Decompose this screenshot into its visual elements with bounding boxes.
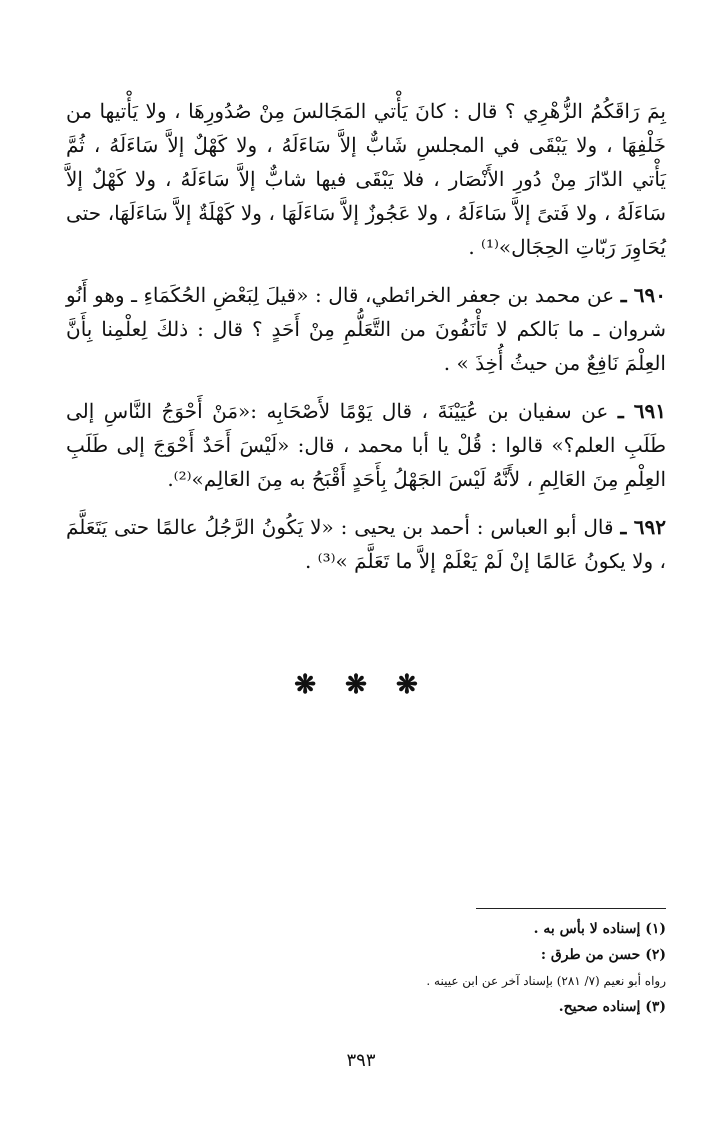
page-number: ٣٩٣ — [346, 1050, 376, 1071]
paragraph-text: عن سفيان بن عُيَيْنَةَ ، قال يَوْمًا لأَصْحَابِه :«مَنْ أَحْوَجُ النَّاسِ إلى طَلَبِ العلم؟» قالوا : قُلْ يا أبا محمد ، قال: «لَيْسَ أَحَدٌ أَحْوَجَ إلى طَلَبِ العِلْمِ مِنَ العَالِمِ ، لأَنَّهُ لَيْسَ الجَهْلُ بِأَحَدٍ أَقْبَحُ به مِنَ العَالِم»⁽²⁾. — [66, 399, 666, 491]
paragraph — [66, 94, 666, 264]
paragraph-number: ٦٩١ ـ — [617, 399, 666, 423]
paragraph — [66, 278, 666, 380]
footnote-divider — [476, 908, 666, 909]
footnote-detail: رواه أبو نعيم (٧/ ٢٨١) بإسناد آخر عن ابن عيينه . — [426, 974, 666, 988]
footnotes — [300, 916, 666, 1020]
paragraph-text: عن محمد بن جعفر الخرائطي، قال : «قيلَ لِبَعْضِ الحُكَمَاءِ ـ وهو أَنُو شروان ـ ما بَالكم لا تَأْنَفُونَ من التَّعَلُّمِ مِنْ أَحَدٍ ؟ قال : ذلكَ لِعلْمِنا بِأَنَّ العِلْمَ نَافِعٌ من حيثُ أُخِذَ » . — [66, 283, 666, 375]
footnote: (٣) إسناده صحيح. — [558, 999, 666, 1015]
paragraph-text: بِمَ رَاقَكُمُ الزُّهْرِي ؟ قال : كانَ يَأْتي المَجَالسَ مِنْ صُدُورِهَا ، ولا يَأْتيها من خَلْفِهَا ، ولا يَبْقَى في المجلسِ شَابٌّ إلاَّ سَاءَلَهُ ، ولا كَهْلٌ إلاَّ سَاءَلَهُ ، ثُمَّ يَأْتي الدّارَ مِنْ دُورِ الأَنْصَار ، فلا يَبْقَى فيها شابٌّ إلاَّ سَاءَلَهُ ، ولا كَهْلٌ إلاَّ سَاءَلَهُ ، ولا فَتىً إلاَّ سَاءَلَهُ ، ولا عَجُوزٌ إلاَّ سَاءَلَهَا ، ولا كَهْلَةٌ إلاَّ سَاءَلَهَا، حتى يُحَاوِرَ رَبّاتِ الحِجَال»⁽¹⁾ . — [66, 99, 666, 259]
paragraph-number: ٦٩٠ ـ — [620, 283, 667, 307]
footnote: (١) إسناده لا بأس به . — [533, 921, 666, 937]
paragraph — [66, 510, 666, 578]
section-separator: ❋ ❋ ❋ — [294, 670, 428, 700]
main-text — [66, 94, 666, 592]
paragraph — [66, 394, 666, 496]
paragraph-number: ٦٩٢ ـ — [620, 515, 666, 539]
paragraph-text: قال أبو العباس : أحمد بن يحيى : «لا يَكُونُ الرَّجُلُ عالمًا حتى يَتَعَلَّمَ ، ولا يكونُ عَالمًا إنْ لَمْ يَعْلَمْ إلاَّ ما تَعَلَّمَ »⁽³⁾ . — [66, 515, 666, 573]
footnote: (٢) حسن من طرق : — [540, 947, 666, 963]
